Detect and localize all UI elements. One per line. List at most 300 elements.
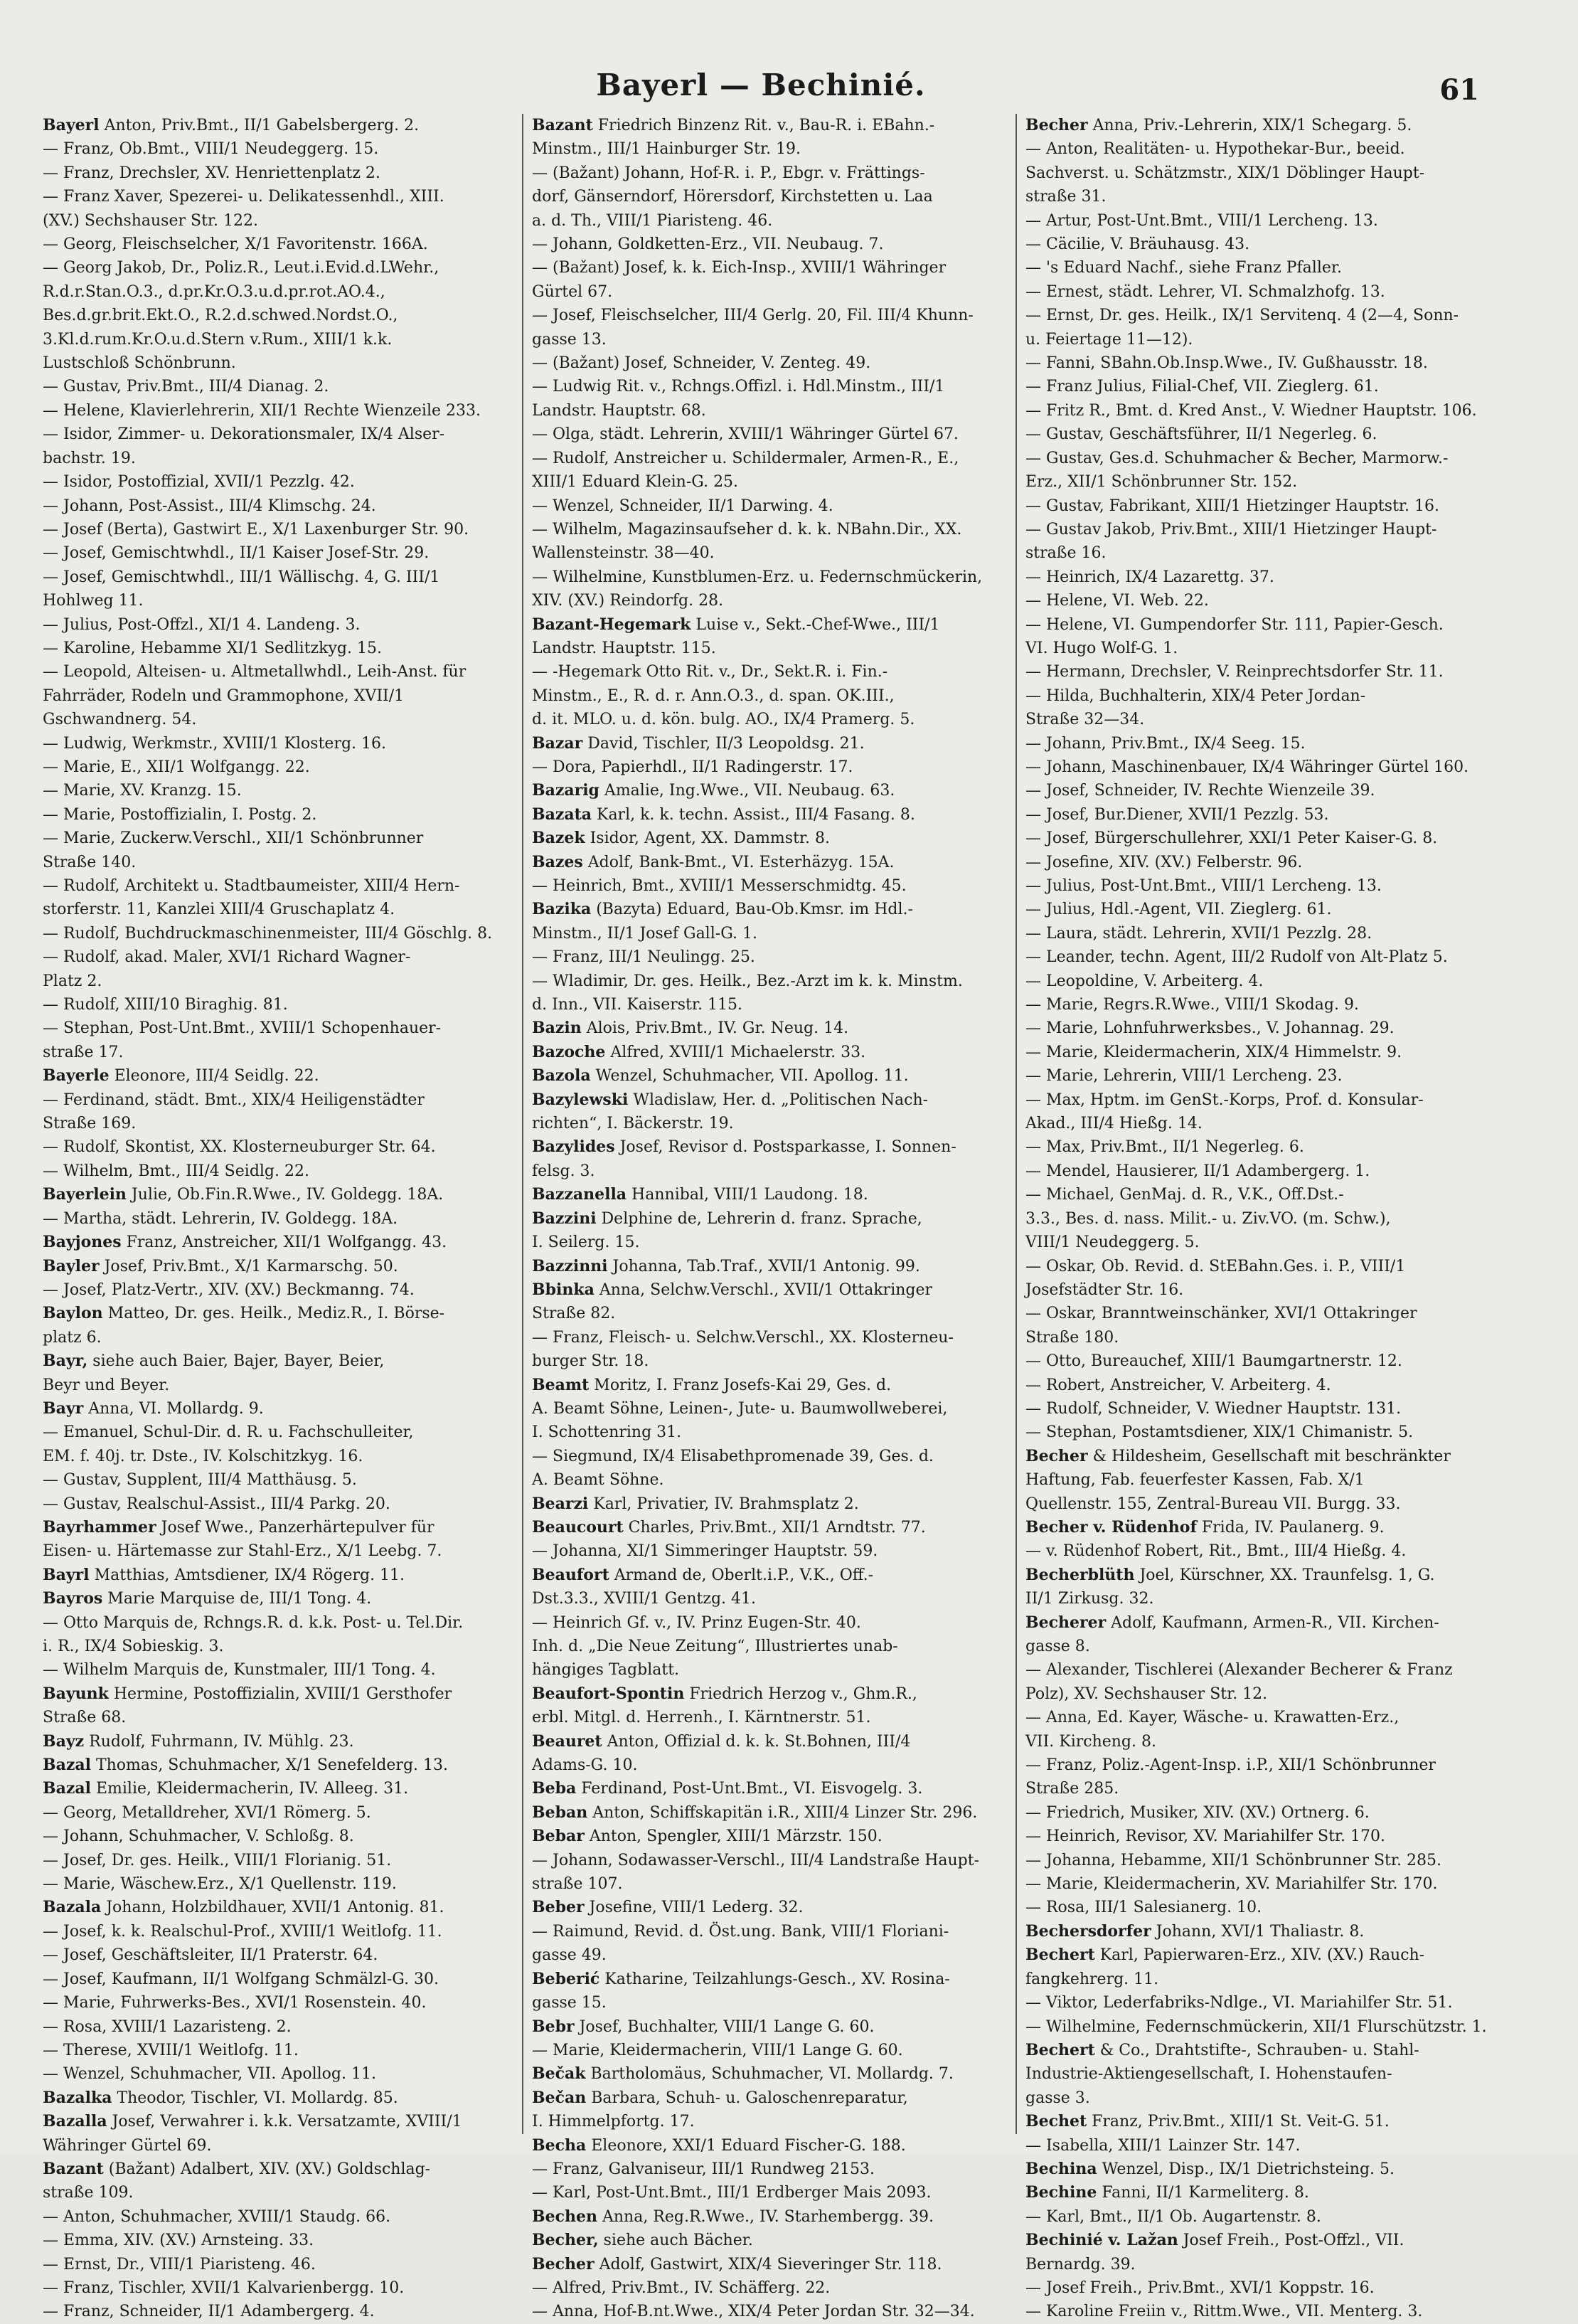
directory-line	[43, 1064, 512, 1088]
entry-text: — Josef, Schneider, IV. Rechte Wienzeile 39.	[1025, 782, 1375, 800]
entry-text: — Josef (Berta), Gastwirt E., X/1 Laxenburger Str. 90.	[43, 520, 469, 538]
entry-text: — Gustav, Fabrikant, XIII/1 Hietzinger Hauptstr. 16.	[1025, 497, 1439, 515]
entry-surname: Bebr	[532, 2017, 575, 2036]
entry-text: — Ernst, Dr., VIII/1 Piaristeng. 46.	[43, 2255, 316, 2273]
directory-line	[43, 566, 512, 589]
directory-line	[43, 399, 512, 423]
directory-line	[43, 185, 512, 208]
directory-line	[532, 1682, 1005, 1706]
directory-line	[1025, 256, 1498, 280]
directory-line	[532, 1445, 1005, 1468]
directory-line	[532, 399, 1005, 423]
directory-line	[1025, 1183, 1498, 1206]
entry-text: — Julius, Post-Offzl., XI/1 4. Landeng. 3.	[43, 615, 361, 634]
directory-line	[1025, 1658, 1498, 1682]
directory-line	[532, 2110, 1005, 2133]
entry-surname: Beauret	[532, 1731, 602, 1751]
directory-line	[43, 518, 512, 541]
entry-text: — v. Rüdenhof Robert, Rit., Bmt., III/4 Hießg. 4.	[1025, 1542, 1407, 1561]
entry-text: Josef, Priv.Bmt., X/1 Karmarschg. 50.	[99, 1257, 398, 1275]
entry-text: — Heinrich, Revisor, XV. Mariahilfer Str. 170.	[1025, 1827, 1385, 1846]
directory-line	[532, 803, 1005, 827]
entry-text: u. Feiertage 11—12).	[1025, 330, 1193, 349]
column-divider	[522, 114, 523, 2134]
entry-text: I. Schottenring 31.	[532, 1423, 682, 1442]
entry-text: Gschwandnerg. 54.	[43, 711, 197, 729]
column-divider	[1015, 114, 1017, 2134]
entry-text: — Franz Xaver, Spezerei- u. Delikatessenhdl., XIII.	[43, 188, 444, 206]
entry-text: storferstr. 11, Kanzlei XIII/4 Gruschaplatz 4.	[43, 901, 395, 919]
directory-line	[532, 1160, 1005, 1183]
directory-line	[43, 1135, 512, 1159]
directory-line	[532, 1991, 1005, 2015]
entry-surname: Bazzanella	[532, 1185, 627, 1204]
entry-text: — Marie, Fuhrwerks-Bes., XVI/1 Rosenstein. 40.	[43, 1994, 427, 2012]
entry-text: — Gustav, Realschul-Assist., III/4 Parkg. 20.	[43, 1495, 390, 1513]
directory-line	[1025, 1231, 1498, 1254]
entry-text: Josefine, VIII/1 Lederg. 32.	[584, 1899, 804, 1917]
directory-line	[43, 2229, 512, 2252]
directory-line	[43, 2181, 512, 2204]
directory-line	[1025, 1943, 1498, 1967]
directory-line	[43, 1896, 512, 1919]
entry-surname: Beberić	[532, 1969, 600, 1988]
directory-line	[1025, 137, 1498, 161]
directory-line	[1025, 1991, 1498, 2015]
entry-text: — Wilhelm, Bmt., III/4 Seidlg. 22.	[43, 1162, 309, 1180]
entry-surname: Bayr,	[43, 1352, 88, 1371]
entry-surname: Beaucourt	[532, 1517, 624, 1537]
entry-text: — (Bažant) Josef, Schneider, V. Zenteg. 49.	[532, 354, 871, 373]
entry-text: — Alexander, Tischlerei (Alexander Becherer & Franz	[1025, 1661, 1453, 1680]
page-number: 61	[1439, 73, 1479, 107]
entry-surname: Beba	[532, 1779, 577, 1798]
entry-text: — Josef, Fleischselcher, III/4 Gerlg. 20, Fil. III/4 Khunn-	[532, 307, 974, 325]
entry-text: Barbara, Schuh- u. Galoschenreparatur,	[586, 2089, 908, 2107]
entry-surname: Bayerle	[43, 1066, 110, 1086]
directory-line	[532, 1658, 1005, 1682]
directory-line	[532, 2062, 1005, 2086]
entry-text: — Otto, Bureauchef, XIII/1 Baumgartnerstr. 12.	[1025, 1352, 1402, 1371]
entry-text: — Marie, Zuckerw.Verschl., XII/1 Schönbrunner	[43, 829, 424, 848]
entry-text: platz 6.	[43, 1328, 102, 1347]
entry-text: — Julius, Post-Unt.Bmt., VIII/1 Lercheng. 13.	[1025, 877, 1382, 895]
entry-surname: Bechet	[1025, 2112, 1087, 2131]
directory-line	[532, 945, 1005, 969]
directory-line	[1025, 732, 1498, 755]
directory-line	[43, 1706, 512, 1729]
directory-line	[532, 2300, 1005, 2323]
directory-line	[43, 1682, 512, 1706]
entry-text: — Viktor, Lederfabriks-Ndlge., VI. Mariahilfer Str. 51.	[1025, 1994, 1453, 2012]
directory-line	[1025, 2205, 1498, 2229]
entry-text: Wladislaw, Her. d. „Politischen Nach-	[628, 1091, 929, 1109]
directory-line	[1025, 1112, 1498, 1135]
directory-line	[532, 447, 1005, 470]
entry-text: — Franz, Tischler, XVII/1 Kalvarienbergg. 10.	[43, 2278, 405, 2297]
directory-line	[532, 2253, 1005, 2276]
directory-line	[1025, 755, 1498, 779]
directory-line	[532, 2205, 1005, 2229]
directory-line	[1025, 1468, 1498, 1492]
entry-text: — Rudolf, Schneider, V. Wiedner Hauptstr. 131.	[1025, 1399, 1402, 1418]
directory-line	[532, 1041, 1005, 1064]
entry-text: VII. Kircheng. 8.	[1025, 1732, 1156, 1751]
directory-line	[532, 779, 1005, 802]
directory-line	[532, 1326, 1005, 1349]
entry-text: siehe auch Baier, Bajer, Bayer, Beier,	[87, 1352, 385, 1371]
directory-line	[532, 2181, 1005, 2204]
entry-text: — Johann, Schuhmacher, V. Schloßg. 8.	[43, 1827, 354, 1846]
entry-text: gasse 49.	[532, 1946, 607, 1965]
entry-text: — Helene, VI. Gumpendorfer Str. 111, Papier-Gesch.	[1025, 615, 1444, 634]
entry-surname: Bazalla	[43, 2112, 107, 2131]
entry-text: Straße 285.	[1025, 1780, 1119, 1798]
directory-line	[43, 2276, 512, 2300]
entry-surname: Bechert	[1025, 1946, 1095, 1965]
directory-line	[1025, 423, 1498, 446]
entry-text: straße 109.	[43, 2184, 134, 2202]
column-2	[532, 114, 1005, 2321]
entry-text: Isidor, Agent, XX. Dammstr. 8.	[585, 829, 830, 848]
entry-text: Amalie, Ing.Wwe., VII. Neubaug. 63.	[599, 782, 895, 800]
directory-line	[1025, 2015, 1498, 2039]
entry-text: — Marie, Wäschew.Erz., X/1 Quellenstr. 119.	[43, 1875, 397, 1894]
directory-line	[532, 589, 1005, 612]
entry-text: — Rudolf, akad. Maler, XVI/1 Richard Wagner-	[43, 948, 411, 967]
entry-text: — Stephan, Post-Unt.Bmt., XVIII/1 Schopenhauer-	[43, 1019, 442, 1038]
entry-surname: Bechinié v. Lažan	[1025, 2231, 1178, 2250]
directory-line	[43, 114, 512, 137]
directory-line	[532, 423, 1005, 446]
entry-text: Beyr und Beyer.	[43, 1376, 170, 1394]
directory-line	[43, 2253, 512, 2276]
directory-line	[43, 1730, 512, 1753]
directory-line	[1025, 970, 1498, 993]
entry-text: Josef Freih., Post-Offzl., VII.	[1178, 2232, 1404, 2250]
directory-line	[1025, 1302, 1498, 1325]
directory-line	[1025, 2300, 1498, 2323]
entry-text: Emilie, Kleidermacherin, IV. Alleeg. 31.	[90, 1780, 409, 1798]
entry-text: — Wilhelmine, Kunstblumen-Erz. u. Federnschmückerin,	[532, 568, 983, 586]
entry-text: Straße 140.	[43, 853, 137, 871]
entry-surname: Bazarig	[532, 781, 599, 800]
entry-text: fangkehrerg. 11.	[1025, 1970, 1159, 1988]
entry-text: — Rosa, III/1 Salesianerg. 10.	[1025, 1899, 1262, 1917]
entry-text: — -Hegemark Otto Rit. v., Dr., Sekt.R. i. Fin.-	[532, 663, 888, 681]
entry-text: — Olga, städt. Lehrerin, XVIII/1 Währinger Gürtel 67.	[532, 425, 959, 444]
entry-text: straße 16.	[1025, 544, 1107, 563]
directory-line	[1025, 1611, 1498, 1635]
entry-surname: Becher,	[532, 2231, 599, 2250]
directory-line	[43, 827, 512, 850]
entry-text: burger Str. 18.	[532, 1352, 649, 1371]
entry-text: — Dora, Papierhdl., II/1 Radingerstr. 17.	[532, 758, 853, 776]
directory-line	[43, 1349, 512, 1373]
entry-surname: Bazalka	[43, 2088, 112, 2107]
entry-text: gasse 13.	[532, 330, 607, 349]
entry-text: Josefstädter Str. 16.	[1025, 1280, 1184, 1299]
entry-text: Anton, Offizial d. k. k. St.Bohnen, III/4	[602, 1732, 911, 1751]
entry-text: Johann, Holzbildhauer, XVII/1 Antonig. 81.	[101, 1899, 444, 1917]
directory-line	[43, 1753, 512, 1777]
entry-text: — Georg, Fleischselcher, X/1 Favoritenstr. 166A.	[43, 235, 428, 254]
directory-line	[1025, 375, 1498, 398]
directory-line	[532, 185, 1005, 208]
directory-line	[532, 1539, 1005, 1563]
entry-text: Ferdinand, Post-Unt.Bmt., VI. Eisvogelg. 3.	[576, 1780, 923, 1798]
directory-line	[1025, 660, 1498, 684]
entry-surname: Bechina	[1025, 2159, 1097, 2178]
directory-line	[1025, 1397, 1498, 1421]
directory-line	[1025, 898, 1498, 921]
entry-text: — Ernest, städt. Lehrer, VI. Schmalzhofg. 13.	[1025, 282, 1385, 301]
entry-text: Delphine de, Lehrerin d. franz. Sprache,	[596, 1209, 922, 1228]
directory-line	[532, 1611, 1005, 1635]
entry-text: — Johann, Sodawasser-Verschl., III/4 Landstraße Haupt-	[532, 1851, 980, 1869]
entry-text: — Josef, Kaufmann, II/1 Wolfgang Schmälzl-G. 30.	[43, 1970, 439, 1988]
entry-surname: Becherer	[1025, 1613, 1107, 1632]
entry-surname: Bayunk	[43, 1684, 109, 1703]
entry-surname: Bazika	[532, 900, 592, 919]
entry-text: — Georg, Metalldreher, XVI/1 Römerg. 5.	[43, 1803, 371, 1822]
entry-surname: Becher	[532, 2254, 595, 2273]
directory-line	[43, 1088, 512, 1112]
directory-line	[1025, 589, 1498, 612]
entry-text: erbl. Mitgl. d. Herrenh., I. Kärntnerstr. 51.	[532, 1709, 871, 1727]
directory-line	[43, 1112, 512, 1135]
entry-text: Hermine, Postoffizialin, XVIII/1 Gersthofer	[108, 1684, 452, 1703]
entry-text: Erz., XII/1 Schönbrunner Str. 152.	[1025, 473, 1298, 492]
directory-line	[1025, 1539, 1498, 1563]
entry-text: — Karoline, Hebamme XI/1 Sedlitzkyg. 15.	[43, 639, 382, 657]
entry-surname: Bazin	[532, 1019, 582, 1038]
entry-text: — Anton, Realitäten- u. Hypothekar-Bur., beeid.	[1025, 140, 1405, 159]
entry-text: Quellenstr. 155, Zentral-Bureau VII. Burgg. 33.	[1025, 1495, 1401, 1513]
entry-text: gasse 8.	[1025, 1638, 1090, 1655]
directory-line	[43, 1516, 512, 1539]
entry-text: — Franz Julius, Filial-Chef, VII. Zieglerg. 61.	[1025, 378, 1379, 396]
entry-text: Johanna, Tab.Traf., XVII/1 Antonig. 99.	[607, 1257, 920, 1275]
directory-line	[532, 755, 1005, 779]
directory-line	[532, 1849, 1005, 1872]
directory-line	[532, 1516, 1005, 1539]
entry-text: — Gustav, Priv.Bmt., III/4 Dianag. 2.	[43, 378, 329, 396]
entry-text: — Marie, Kleidermacherin, XV. Mariahilfer Str. 170.	[1025, 1875, 1438, 1894]
entry-text: — Josef, Geschäftsleiter, II/1 Praterstr. 64.	[43, 1946, 378, 1965]
entry-text: Karl, Papierwaren-Erz., XIV. (XV.) Rauch-	[1094, 1946, 1425, 1965]
entry-surname: Bečan	[532, 2088, 587, 2107]
entry-text: — (Bažant) Johann, Hof-R. i. P., Ebgr. v. Frättings-	[532, 164, 925, 182]
directory-line	[1025, 2276, 1498, 2300]
directory-line	[1025, 1135, 1498, 1159]
entry-text: — Marie, XV. Kranzg. 15.	[43, 782, 242, 800]
directory-line	[1025, 470, 1498, 494]
entry-surname: Bazata	[532, 805, 592, 824]
entry-text: — Franz, Drechsler, XV. Henriettenplatz 2.	[43, 164, 380, 182]
entry-text: — Josef, Dr. ges. Heilk., VIII/1 Florianig. 51.	[43, 1851, 392, 1869]
entry-text: A. Beamt Söhne.	[532, 1471, 664, 1490]
directory-line	[1025, 328, 1498, 351]
directory-line	[43, 613, 512, 637]
entry-text: XIII/1 Eduard Klein-G. 25.	[532, 473, 739, 492]
entry-text: Hohlweg 11.	[43, 592, 144, 610]
entry-text: — Robert, Anstreicher, V. Arbeiterg. 4.	[1025, 1376, 1331, 1394]
entry-text: — Wenzel, Schneider, II/1 Darwing. 4.	[532, 497, 833, 515]
directory-line	[532, 280, 1005, 304]
entry-surname: Bayros	[43, 1589, 103, 1608]
directory-line	[1025, 922, 1498, 945]
directory-line	[43, 1207, 512, 1231]
entry-text: Wallensteinstr. 38—40.	[532, 544, 715, 563]
entry-text: Akad., III/4 Hießg. 14.	[1025, 1115, 1203, 1133]
entry-text: Sachverst. u. Schätzmstr., XIX/1 Döblinger Haupt-	[1025, 164, 1425, 182]
column-3	[1025, 114, 1498, 2321]
directory-line	[43, 1635, 512, 1658]
entry-surname: Bazal	[43, 1779, 91, 1798]
entry-text: straße 17.	[43, 1043, 124, 1061]
directory-line	[1025, 233, 1498, 256]
entry-text: Eleonore, XXI/1 Eduard Fischer-G. 188.	[586, 2136, 906, 2155]
entry-text: — Michael, GenMaj. d. R., V.K., Off.Dst.-	[1025, 1186, 1344, 1204]
directory-line	[43, 922, 512, 945]
directory-line	[532, 2276, 1005, 2300]
directory-line	[532, 1374, 1005, 1397]
entry-text: — Therese, XVIII/1 Weitlofg. 11.	[43, 2041, 299, 2059]
entry-surname: Becher	[1025, 116, 1088, 134]
directory-line	[43, 494, 512, 518]
directory-line	[43, 161, 512, 185]
entry-text: Eleonore, III/4 Seidlg. 22.	[109, 1067, 319, 1086]
directory-line	[43, 970, 512, 993]
entry-text: Anton, Priv.Bmt., II/1 Gabelsbergerg. 2.	[99, 117, 420, 134]
entry-text: Friedrich Binzenz Rit. v., Bau-R. i. EBahn.-	[592, 117, 935, 134]
directory-line	[43, 1825, 512, 1848]
directory-line	[532, 1896, 1005, 1919]
entry-text: — Leander, techn. Agent, III/2 Rudolf von Alt-Platz 5.	[1025, 948, 1448, 967]
entry-text: — Hilda, Buchhalterin, XIX/4 Peter Jordan-	[1025, 686, 1366, 705]
entry-text: Landstr. Hauptstr. 115.	[532, 639, 716, 657]
directory-line	[1025, 851, 1498, 874]
entry-text: Luise v., Sekt.-Chef-Wwe., III/1	[691, 615, 940, 634]
entry-surname: Beaufort-Spontin	[532, 1684, 685, 1703]
entry-text: — Karl, Bmt., II/1 Ob. Augartenstr. 8.	[1025, 2207, 1321, 2226]
directory-line	[43, 1017, 512, 1040]
directory-line	[1025, 1587, 1498, 1611]
entry-text: — Josefine, XIV. (XV.) Felberstr. 96.	[1025, 853, 1303, 871]
entry-surname: Bazant-Hegemark	[532, 615, 691, 634]
directory-line	[532, 1064, 1005, 1088]
entry-text: II/1 Zirkusg. 32.	[1025, 1590, 1154, 1608]
entry-text: — Johanna, XI/1 Simmeringer Hauptstr. 59.	[532, 1542, 878, 1561]
directory-line	[43, 589, 512, 612]
entry-text: Friedrich Herzog v., Ghm.R.,	[684, 1684, 917, 1703]
directory-line	[532, 114, 1005, 137]
entry-text: Armand de, Oberlt.i.P., V.K., Off.-	[609, 1566, 874, 1584]
entry-text: — Isidor, Zimmer- u. Dekorationsmaler, IX/4 Alser-	[43, 425, 445, 444]
entry-surname: Bečak	[532, 2064, 586, 2084]
directory-line	[43, 1445, 512, 1468]
directory-line	[532, 1112, 1005, 1135]
directory-line	[1025, 1160, 1498, 1183]
entry-surname: Bazola	[532, 1066, 591, 1086]
directory-line	[1025, 993, 1498, 1017]
directory-line	[1025, 827, 1498, 850]
entry-text: Anna, Selchw.Verschl., XVII/1 Ottakringer	[594, 1280, 933, 1299]
directory-columns	[43, 114, 1500, 2321]
directory-line	[43, 1920, 512, 1943]
entry-text: Hannibal, VIII/1 Laudong. 18.	[627, 1186, 868, 1204]
entry-surname: Bayler	[43, 1256, 100, 1275]
entry-text: Straße 32—34.	[1025, 711, 1145, 729]
directory-line	[532, 970, 1005, 993]
entry-text: — Marie, Kleidermacherin, XIX/4 Himmelstr. 9.	[1025, 1043, 1402, 1061]
entry-text: — Martha, städt. Lehrerin, IV. Goldegg. 18A.	[43, 1209, 398, 1228]
directory-line	[43, 256, 512, 280]
directory-line	[532, 1183, 1005, 1206]
entry-text: — Heinrich Gf. v., IV. Prinz Eugen-Str. 40.	[532, 1613, 861, 1632]
entry-text: Franz, Priv.Bmt., XIII/1 St. Veit-G. 51.	[1087, 2113, 1390, 2131]
running-head: Bayerl — Bechinié.	[596, 68, 926, 102]
directory-line	[532, 304, 1005, 327]
entry-text: richten“, I. Bäckerstr. 19.	[532, 1115, 734, 1133]
directory-line	[532, 827, 1005, 850]
directory-line	[43, 1041, 512, 1064]
entry-text: bachstr. 19.	[43, 449, 136, 467]
directory-line	[43, 1278, 512, 1302]
directory-line	[1025, 803, 1498, 827]
entry-text: Karl, Privatier, IV. Brahmsplatz 2.	[588, 1495, 859, 1513]
directory-line	[1025, 447, 1498, 470]
directory-line	[1025, 1753, 1498, 1777]
directory-line	[43, 2205, 512, 2229]
entry-text: siehe auch Bächer.	[598, 2232, 753, 2250]
entry-text: Haftung, Fab. feuerfester Kassen, Fab. X/1	[1025, 1471, 1365, 1490]
entry-text: — Heinrich, IX/4 Lazarettg. 37.	[1025, 568, 1274, 586]
entry-text: Gürtel 67.	[532, 282, 613, 301]
entry-text: — Fanni, SBahn.Ob.Insp.Wwe., IV. Gußhausstr. 18.	[1025, 354, 1428, 373]
directory-line	[43, 328, 512, 351]
directory-line	[1025, 1492, 1498, 1516]
entry-surname: Bearzi	[532, 1494, 589, 1513]
entry-surname: Beban	[532, 1803, 588, 1822]
entry-text: Industrie-Aktiengesellschaft, I. Hohenstaufen-	[1025, 2065, 1392, 2084]
entry-text: I. Seilerg. 15.	[532, 1233, 640, 1252]
entry-text: (XV.) Sechshauser Str. 122.	[43, 211, 258, 230]
entry-surname: Bazoche	[532, 1042, 606, 1061]
entry-text: — Leopold, Alteisen- u. Altmetallwhdl., Leih-Anst. für	[43, 663, 467, 681]
entry-text: VI. Hugo Wolf-G. 1.	[1025, 639, 1178, 657]
directory-line	[43, 1587, 512, 1611]
entry-text: — Marie, E., XII/1 Wolfgangg. 22.	[43, 758, 310, 776]
entry-text: Lustschloß Schönbrunn.	[43, 354, 236, 373]
entry-text: EM. f. 40j. tr. Dste., IV. Kolschitzkyg. 16.	[43, 1447, 363, 1465]
directory-line	[1025, 1064, 1498, 1088]
entry-text: Matthias, Amtsdiener, IX/4 Rögerg. 11.	[89, 1566, 405, 1584]
entry-text: — Franz, III/1 Neulingg. 25.	[532, 948, 755, 967]
directory-line	[43, 2134, 512, 2158]
directory-line	[43, 137, 512, 161]
directory-line	[1025, 2134, 1498, 2158]
entry-text: Bartholomäus, Schuhmacher, VI. Mollardg. 7.	[585, 2065, 954, 2084]
entry-text: 3.Kl.d.rum.Kr.O.u.d.Stern v.Rum., XIII/1 k.k.	[43, 330, 393, 349]
entry-text: — Josef, Gemischtwhdl., III/1 Wällischg. 4, G. III/1	[43, 568, 440, 586]
entry-text: — Rudolf, Anstreicher u. Schildermaler, Armen-R., E.,	[532, 449, 959, 467]
entry-text: — Hermann, Drechsler, V. Reinprechtsdorfer Str. 11.	[1025, 663, 1444, 681]
directory-line	[532, 1207, 1005, 1231]
entry-text: Franz, Anstreicher, XII/1 Wolfgangg. 43.	[121, 1233, 447, 1252]
directory-line	[43, 1777, 512, 1800]
